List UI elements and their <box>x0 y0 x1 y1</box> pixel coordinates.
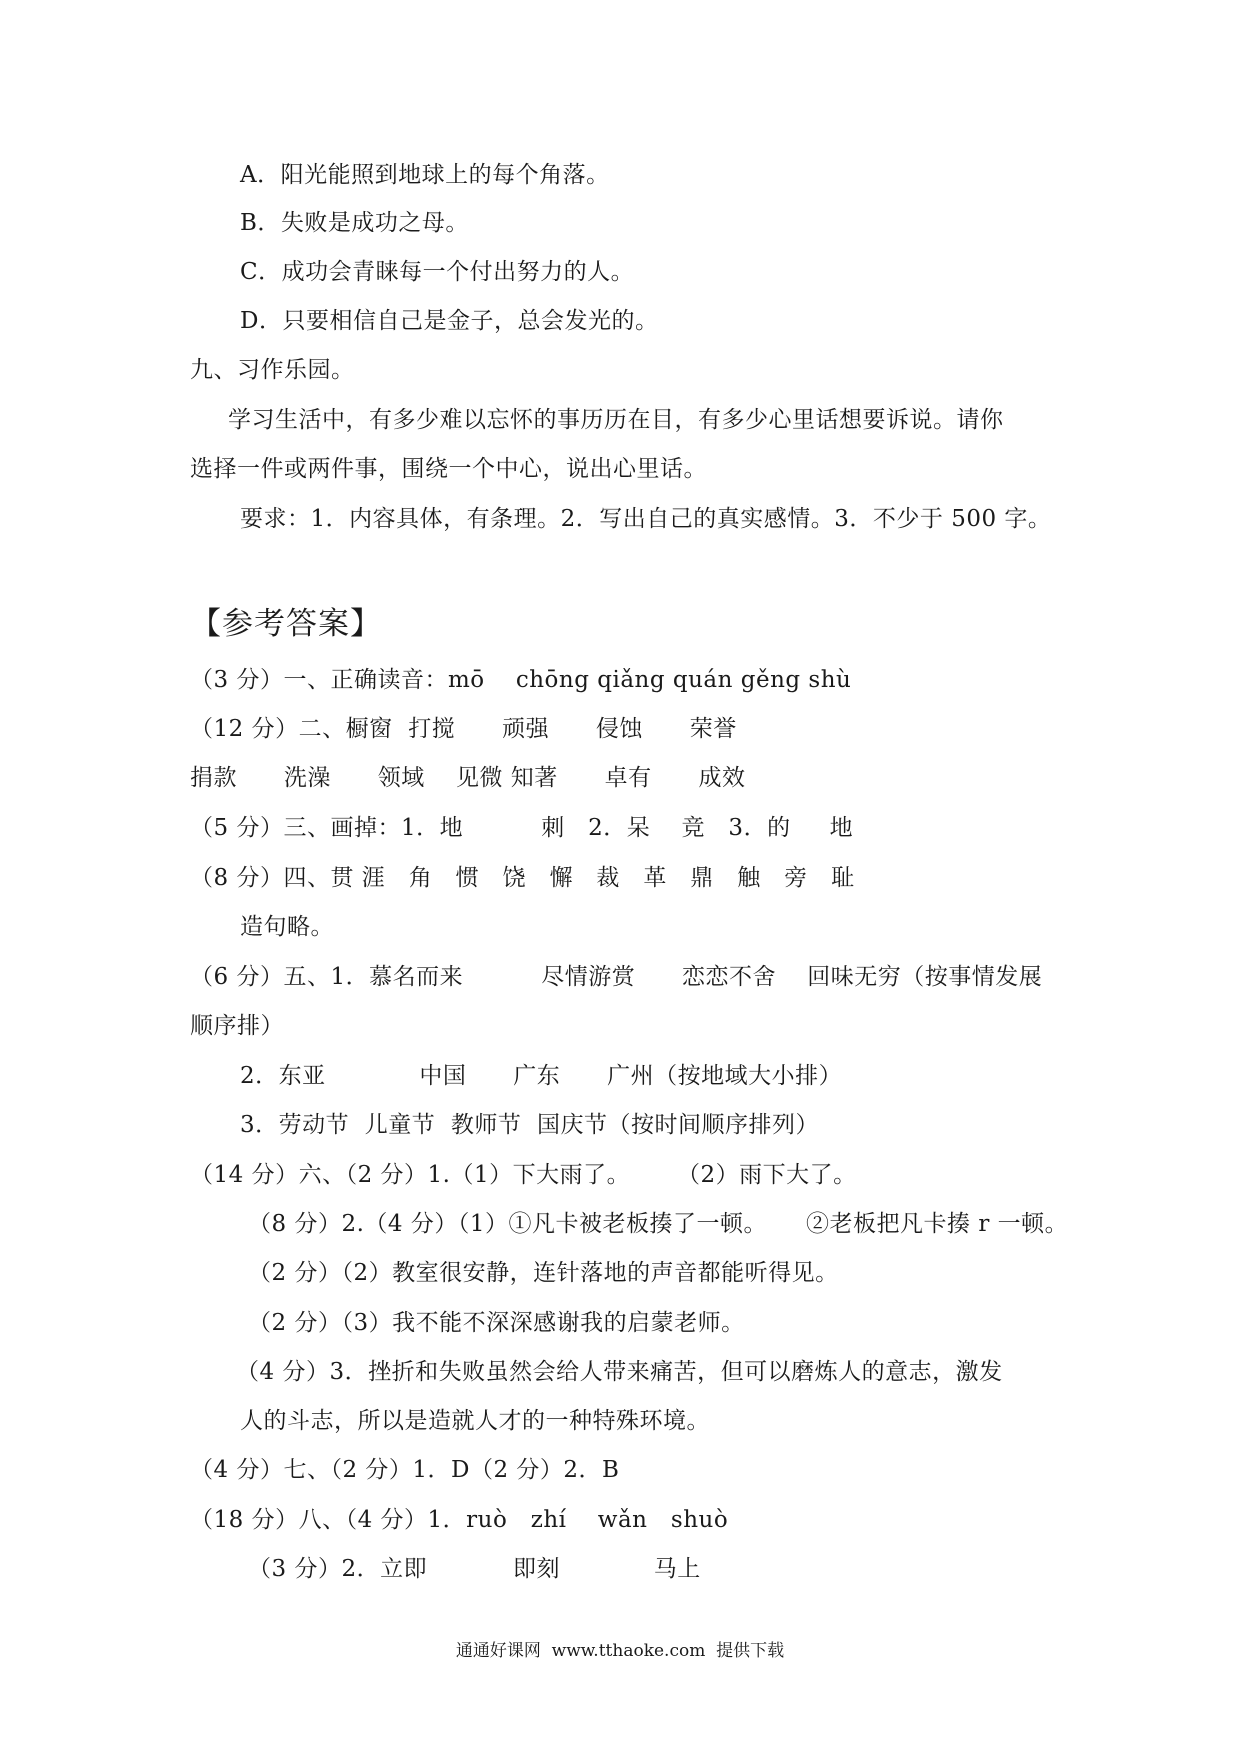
option-c: C．成功会青睐每一个付出努力的人。 <box>240 259 635 285</box>
writing-requirements: 要求：1．内容具体，有条理。2．写出自己的真实感情。3．不少于 500 字。 <box>240 506 1052 532</box>
answer-line: 2．东亚 中国 广东 广州（按地域大小排） <box>240 1063 843 1089</box>
answer-line: 造句略。 <box>240 914 334 940</box>
answer-line: 人的斗志，所以是造就人才的一种特殊环境。 <box>240 1408 710 1434</box>
answer-line: （4 分）七、（2 分）1．D（2 分）2．B <box>190 1457 620 1483</box>
answer-line: （2 分）（3）我不能不深深感谢我的启蒙老师。 <box>248 1310 745 1336</box>
section-nine-title: 九、习作乐园。 <box>190 357 355 383</box>
answer-line: 捐款 洗澡 领域 见微 知著 卓有 成效 <box>190 765 746 791</box>
answer-line: （14 分）六、（2 分）1.（1）下大雨了。 （2）雨下大了。 <box>190 1162 857 1188</box>
writing-prompt-line-1: 学习生活中，有多少难以忘怀的事历历在目，有多少心里话想要诉说。请你 <box>228 407 1004 433</box>
writing-prompt-line-2: 选择一件或两件事，围绕一个中心，说出心里话。 <box>190 456 707 482</box>
answer-line: （8 分）四、贯 涯 角 惯 饶 懈 裁 革 鼎 触 旁 耻 <box>190 865 855 891</box>
answer-line: （2 分）（2）教室很安静，连针落地的声音都能听得见。 <box>248 1260 839 1286</box>
answer-line: （4 分）3．挫折和失败虽然会给人带来痛苦，但可以磨炼人的意志，激发 <box>236 1359 1003 1385</box>
answer-line: （6 分）五、1．慕名而来 尽情游赏 恋恋不舍 回味无穷（按事情发展 <box>190 964 1043 990</box>
answer-line: （3 分）2．立即 即刻 马上 <box>248 1556 701 1582</box>
option-a: A．阳光能照到地球上的每个角落。 <box>240 162 610 188</box>
answer-line: 顺序排） <box>190 1013 284 1039</box>
answer-line: （3 分）一、正确读音：mō chōng qiǎng quán gěng shù <box>190 667 852 693</box>
answer-line: 3．劳动节 儿童节 教师节 国庆节（按时间顺序排列） <box>240 1112 819 1138</box>
option-b: B．失败是成功之母。 <box>240 210 469 236</box>
option-d: D．只要相信自己是金子，总会发光的。 <box>240 308 659 334</box>
answer-line: （18 分）八、（4 分）1．ruò zhí wǎn shuò <box>190 1507 729 1533</box>
page-footer: 通通好课网 www.tthaoke.com 提供下载 <box>455 1641 785 1661</box>
answer-line: （8 分）2.（4 分）（1）①凡卡被老板揍了一顿。 ②老板把凡卡揍 r 一顿。 <box>248 1211 1069 1237</box>
answer-line: （12 分）二、橱窗 打搅 顽强 侵蚀 荣誉 <box>190 716 737 742</box>
answers-heading: 【参考答案】 <box>190 606 382 642</box>
answer-line: （5 分）三、画掉：1．地 刺 2．呆 竞 3．的 地 <box>190 815 854 841</box>
